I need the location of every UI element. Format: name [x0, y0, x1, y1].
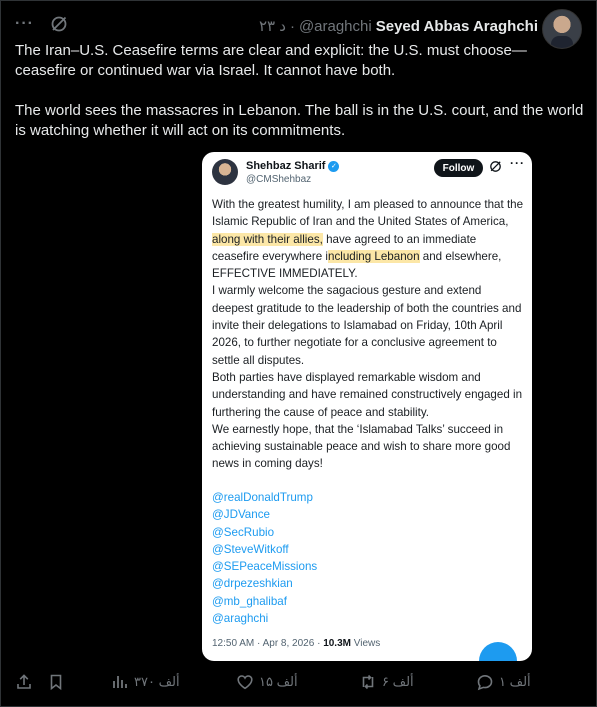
repost-icon [359, 673, 377, 691]
post-time[interactable]: ۲۳ د [258, 18, 286, 35]
embed-meta [212, 638, 380, 649]
embed-more-icon: ··· [510, 156, 525, 170]
mention-link: @SteveWitkoff [212, 542, 289, 556]
author-handle[interactable]: @araghchi [298, 17, 372, 35]
post-paragraph-1: The Iran–U.S. Ceasefire terms are clear and explicit: the U.S. must choose—ceasefire or continued war via Israel. It cannot have both. [15, 42, 527, 79]
embed-text: and elsewhere, EFFECTIVE IMMEDIATELY. [212, 249, 502, 281]
embed-floating-button [479, 642, 517, 661]
mention-link: @mb_ghalibaf [212, 594, 287, 608]
highlighted-text: ncluding Lebanon [328, 249, 420, 263]
embed-views-label: Views [350, 638, 381, 649]
mention-link: @SecRubio [212, 525, 275, 539]
share-icon [15, 673, 33, 691]
mention-link: @realDonaldTrump [212, 491, 313, 504]
mention-link: @SEPeaceMissions [212, 560, 318, 574]
post-header [15, 13, 582, 41]
mention-link: @drpezeshkian [212, 577, 293, 591]
embed-author-line [246, 160, 339, 172]
embed-text: With the greatest humility, I am pleased to announce that the Islamic Republic of Iran and the United States of America, [212, 198, 524, 229]
likes-count: ۱۵ ألف [259, 674, 298, 689]
grok-icon[interactable] [50, 15, 68, 33]
author-name[interactable]: Seyed Abbas Araghchi [375, 17, 538, 35]
embed-paragraph-3: Both parties have displayed remarkable wisdom and understanding and have remained constructively engaged in furthering the cause of peace and stability. [212, 370, 523, 419]
embed-grok-icon [489, 160, 502, 178]
reply-button[interactable] [476, 673, 531, 691]
author-line [259, 17, 538, 35]
like-button[interactable] [236, 673, 298, 691]
embed-timestamp: 12:50 AM · Apr 8, 2026 · [212, 638, 324, 649]
highlighted-text: along with their allies, [212, 232, 323, 246]
embed-paragraph-2: I warmly welcome the sagacious gesture and extend deepest gratitude to the leadership of both the countries and invite their delegations to Islamabad on Friday, 10th April 2026, to further negotiate for a conclusive agreement to settle all disputes. [212, 284, 522, 367]
separator-dot: · [289, 17, 295, 35]
header-actions [15, 15, 68, 33]
reply-icon [476, 673, 494, 691]
views-button[interactable] [111, 673, 180, 691]
embed-views-count: 10.3M [323, 638, 351, 649]
repost-button[interactable] [359, 673, 414, 691]
views-count: ۳۷۰ ألف [134, 674, 180, 689]
share-button[interactable] [15, 673, 33, 691]
embed-mentions [212, 489, 412, 627]
replies-count: ۱ ألف [499, 674, 531, 689]
embed-paragraph-1 [212, 196, 524, 282]
embed-author-avatar [212, 159, 238, 185]
bookmark-icon [47, 673, 65, 691]
heart-icon [236, 673, 254, 691]
embed-paragraph-4: We earnestly hope, that the ‘Islamabad Talks’ succeed in achieving sustainable peace and wish to share more good news in coming days! [212, 422, 511, 471]
post-text [15, 41, 585, 141]
embed-follow-button: Follow [434, 159, 483, 177]
reposts-count: ۶ ألف [382, 674, 414, 689]
mention-link: @JDVance [212, 508, 270, 522]
embed-text: have agreed to an immediate ceasefire everywhere i [212, 232, 477, 263]
post-paragraph-2: The world sees the massacres in Lebanon. The ball is in the U.S. court, and the world is watching whether it will act on its commitments. [15, 102, 584, 139]
embed-body [212, 196, 524, 473]
embed-author-handle: @CMShehbaz [246, 174, 312, 185]
embedded-screenshot[interactable] [202, 152, 532, 661]
verified-badge-icon: ✓ [328, 161, 339, 172]
more-options-icon[interactable]: ··· [15, 15, 34, 32]
action-bar [1, 673, 596, 697]
bookmark-button[interactable] [47, 673, 65, 691]
embed-author-name: Shehbaz Sharif [246, 160, 326, 172]
views-icon [111, 673, 129, 691]
mention-link: @araghchi [212, 612, 269, 626]
